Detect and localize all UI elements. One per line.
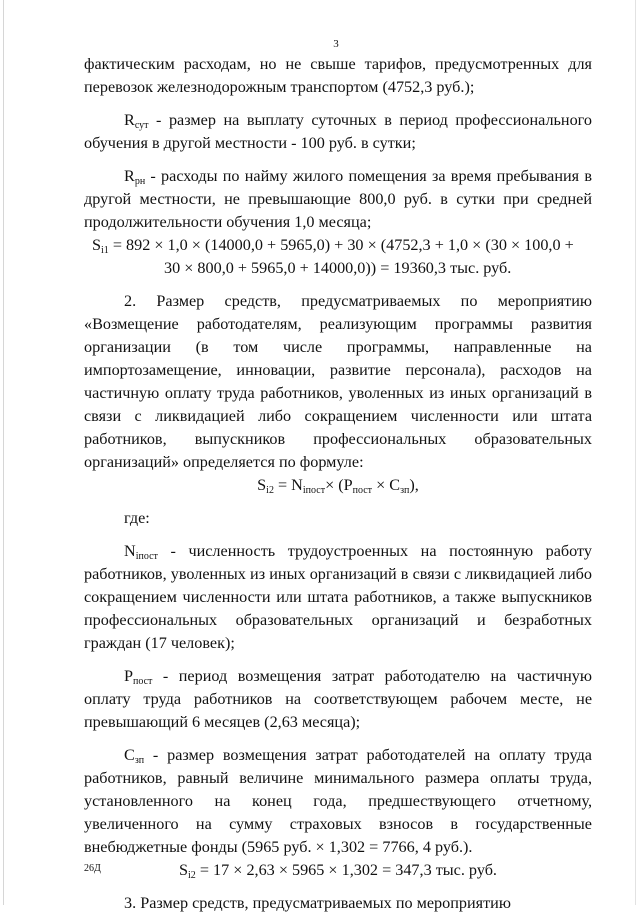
- paragraph-daily-allowance: $R_{сут}$ - размер на выплату суточных в период профессионального обучения в другой местности - 100 руб. в сутки;: [84, 111, 592, 152]
- paragraph-housing-costs: $R_{рн}$ - расходы по найму жилого помещения за время пребывания в другой местности, не превышающие 800,0 руб. в сутки при средней продолжительности обучения 1,0 месяца;: [84, 167, 592, 231]
- paragraph-item-3: 3. Размер средств, предусматриваемых по мероприятию: [124, 894, 511, 912]
- formula-si2-definition: $S_{i2} = N_{iпост}\times (P_{пост} \times C_{зп})$,: [257, 476, 419, 496]
- footer-code: 26Д: [84, 863, 101, 874]
- document-body: [84, 53, 592, 915]
- formula-si2-result: $S_{i2} = 17 \times 2,63 \times 5965 \times 1,302 = 347,3$ тыс. руб.: [179, 861, 497, 881]
- symbol-s-i1: $S_{i1}$: [92, 236, 109, 256]
- page-number: 3: [333, 38, 339, 50]
- paragraph-where: где:: [124, 509, 150, 527]
- paragraph-p-post: $P_{пост}$ - период возмещения затрат работодателю на частичную оплату труда работников на соответствующем рабочем месте, не превышающий 6 месяцев (2,63 месяца);: [84, 667, 592, 731]
- paragraph-n-ipost: $N_{iпост}$ - численность трудоустроенных на постоянную работу работников, уволенных из иных организаций в связи с ликвидацией либо сокращением численности или штата работников, а также выпускников профессиональных образовательных организаций и безработных граждан (17 человек);: [84, 542, 592, 652]
- symbol-p-post: $P_{пост}$: [124, 667, 153, 687]
- symbol-r-rn: $R_{рн}$: [124, 167, 146, 187]
- scan-edge-left: [3, 0, 4, 905]
- symbol-c-zp: $C_{зп}$: [124, 746, 145, 766]
- symbol-n-ipost: $N_{iпост}$: [124, 542, 158, 562]
- paragraph-travel-costs: фактическим расходам, но не свыше тарифов, предусмотренных для перевозок железнодорожным транспортом (4752,3 руб.);: [84, 55, 592, 96]
- paragraph-item-2: 2. Размер средств, предусматриваемых по мероприятию «Возмещение работодателям, реализующим программы развития организации (в том числе программы, направленные на импортозамещение, инновации, развитие персонала), расходов на частичную оплату труда работников, уволенных из иных организаций в связи с ликвидацией либо сокращением численности или штата работников, выпускников профессиональных образовательных организаций» определяется по формуле:: [84, 292, 592, 471]
- formula-si1: $S_{i1} = 892 \times 1,0 \times (14000,0 + 5965,0) + 30 \times (4752,3 + 1,0 \times (30 \times 100,0$ + 30 × 800,0 + 5965,0 + 14000,0)) = 19360,3 тыс. руб.: [92, 236, 574, 277]
- symbol-r-sut: $R_{сут}$: [124, 111, 149, 131]
- paragraph-c-zp: $C_{зп}$ - размер возмещения затрат работодателей на оплату труда работников, равный величине минимального размера оплаты труда, установленного на конец года, предшествующего отчетному, увеличенного на сумму страховых взносов в государственные внебюджетные фонды (5965 руб. × 1,302 = 7766, 4 руб.).: [84, 746, 592, 856]
- scan-edge-right: [635, 0, 636, 905]
